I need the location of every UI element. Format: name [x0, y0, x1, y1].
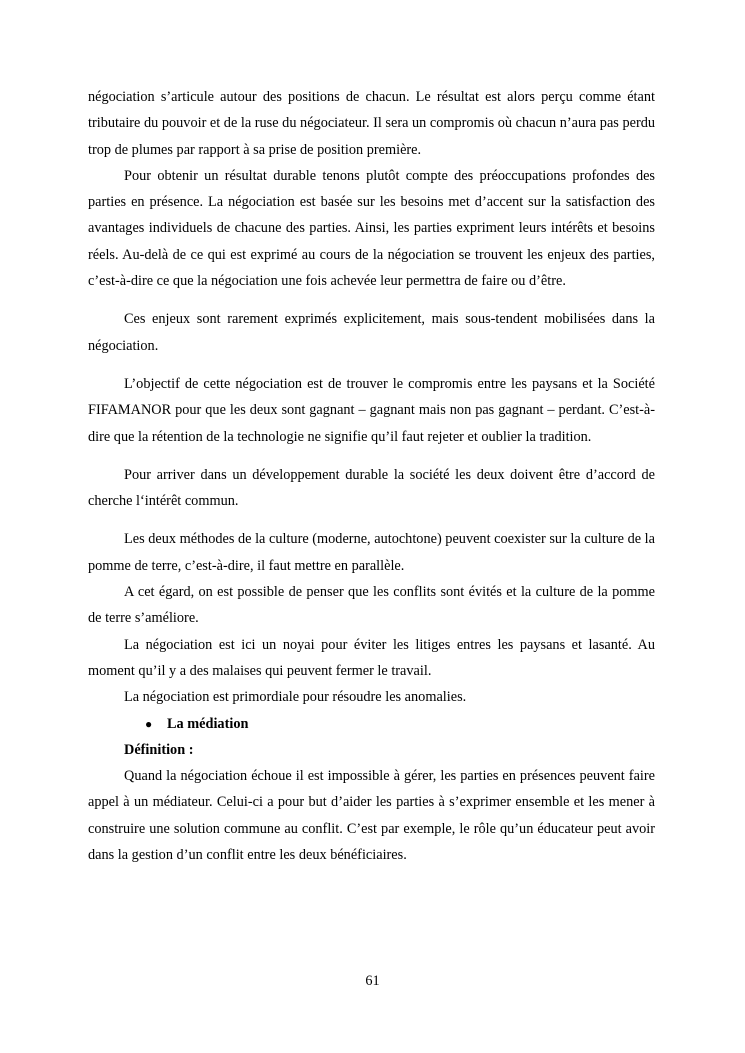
paragraph-objective: L’objectif de cette négociation est de trouver le compromis entre les paysans et la Société FIFAMANOR pour que les deux sont gagnant – gagnant mais non pas gagnant – perdant. C’est-à-dire que la rétention de la technologie ne signifie qu’il faut rejeter et oublier la tradition.: [88, 375, 655, 445]
definition-label: Définition :: [124, 741, 194, 758]
bullet-icon: ●: [145, 716, 153, 731]
paragraph-durable-result: Pour obtenir un résultat durable tenons plutôt compte des préoccupations profondes des parties en présence. La négociation est basée sur les besoins met d’accent sur la satisfaction des avantages individuels de chacune des parties. Ainsi, les parties expriment leurs intérêts et besoins réels. Au-delà de ce qui est exprimé au cours de la négociation se trouvent les enjeux des parties, c’est-à-dire ce que la négociation une fois achevée leur permettra de faire ou d’être.: [88, 167, 655, 290]
paragraph-positions: négociation s’articule autour des positions de chacun. Le résultat est alors perçu comme étant tributaire du pouvoir et de la ruse du négociateur. Il sera un compromis où chacun n’aura pas perdu trop de plumes par rapport à sa prise de position première.: [88, 89, 655, 158]
paragraph-sustainable-development: Pour arriver dans un développement durable la société les deux doivent être d’accord de cherche l‘intérêt commun.: [88, 466, 655, 510]
paragraph-negotiation-essential: La négociation est primordiale pour résoudre les anomalies.: [124, 689, 467, 706]
paragraph-stakes: Ces enjeux sont rarement exprimés explicitement, mais sous-tendent mobilisées dans la négociation.: [88, 311, 655, 354]
paragraph-negotiation-core: La négociation est ici un noyai pour éviter les litiges entres les paysans et lasanté. Au moment qu’il y a des malaises qui peuvent fermer le travail.: [88, 636, 655, 679]
paragraph-mediation-definition: Quand la négociation échoue il est impossible à gérer, les parties en présences peuvent faire appel à un médiateur. Celui-ci a pour but d’aider les parties à s’exprimer ensemble et les mener à construire une solution commune au conflit. C’est par exemple, le rôle qu’un éducateur peut avoir dans la gestion d’un conflit entre les deux bénéficiaires.: [88, 768, 655, 864]
paragraph-conflicts-avoided: A cet égard, on est possible de penser que les conflits sont évités et la culture de la pomme de terre s’améliore.: [88, 584, 655, 627]
document-page: [88, 84, 655, 868]
paragraph-two-methods: Les deux méthodes de la culture (moderne, autochtone) peuvent coexister sur la culture de la pomme de terre, c’est-à-dire, il faut mettre en parallèle.: [88, 531, 655, 574]
section-heading-text: La médiation: [167, 715, 249, 732]
section-heading-mediation: [88, 711, 655, 737]
page-number: 61: [365, 973, 380, 989]
